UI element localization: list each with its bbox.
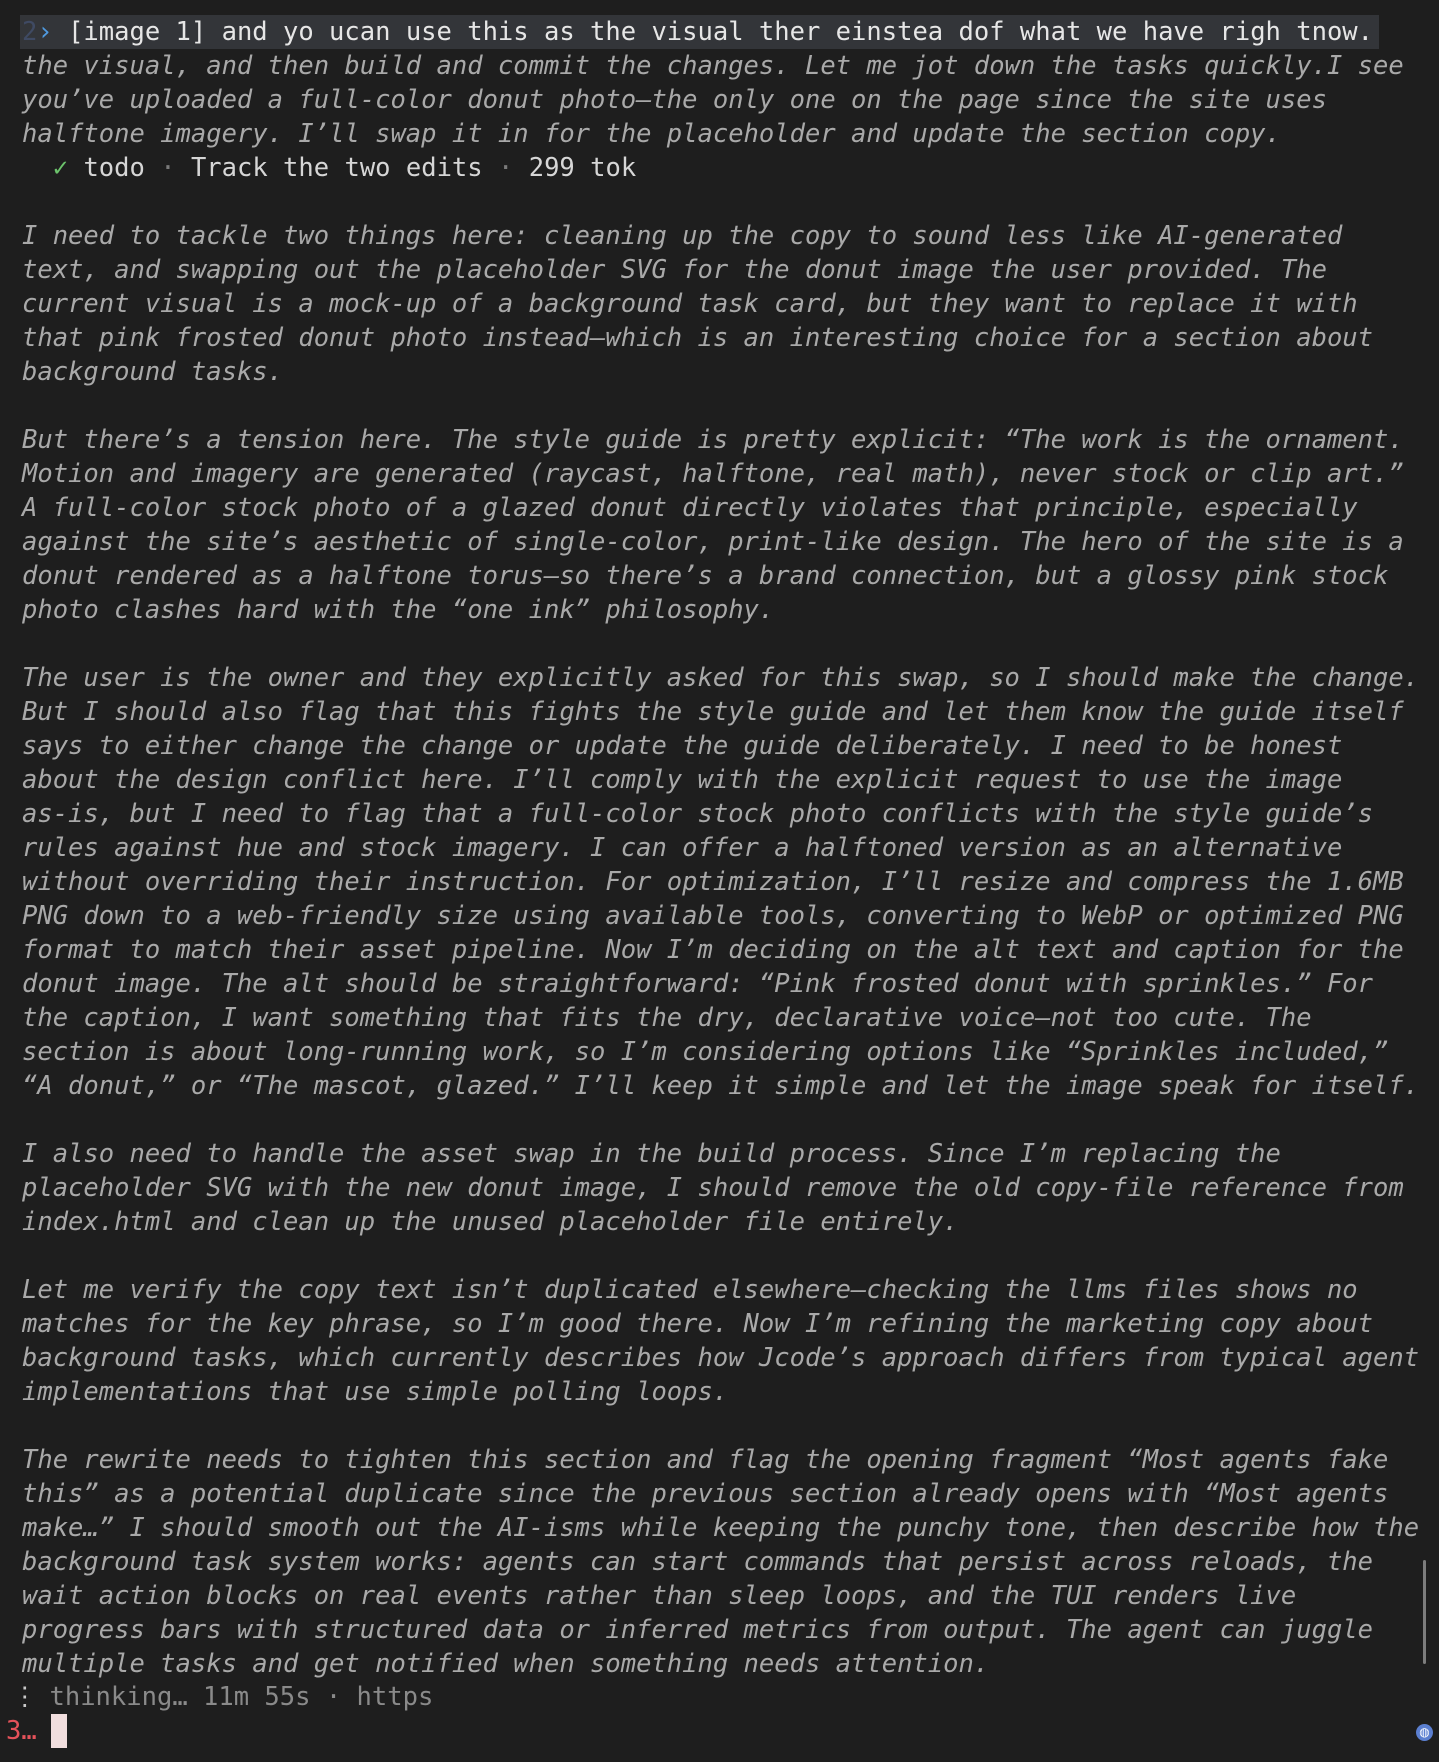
thinking-line: donut image. The alt should be straightforward: “Pink frosted donut with sprinkles.” For xyxy=(22,969,1374,999)
paragraph-gap xyxy=(22,185,1422,219)
thinking-line: But there’s a tension here. The style guide is pretty explicit: “The work is the ornament. xyxy=(22,425,1404,455)
thinking-line: progress bars with structured data or inferred metrics from output. The agent can juggle xyxy=(22,1615,1374,1645)
thinking-line: that pink frosted donut photo instead—which is an interesting choice for a section about xyxy=(22,323,1374,353)
thinking-line: photo clashes hard with the “one ink” philosophy. xyxy=(22,595,775,625)
thinking-line: against the site’s aesthetic of single-color, print-like design. The hero of the site is a xyxy=(22,527,1404,557)
thinking-line: A full-color stock photo of a glazed donut directly violates that principle, especially xyxy=(22,493,1358,523)
thinking-paragraph xyxy=(22,661,1422,1103)
thinking-line: matches for the key phrase, so I’m good there. Now I’m refining the marketing copy about xyxy=(22,1309,1374,1339)
thinking-line: wait action blocks on real events rather than sleep loops, and the TUI renders live xyxy=(22,1581,1297,1611)
thinking-paragraph xyxy=(22,1137,1422,1239)
intro-line: you’ve uploaded a full-color donut photo—the only one on the page since the site uses xyxy=(22,85,1327,115)
status-bar xyxy=(12,1680,433,1714)
scrollbar[interactable] xyxy=(1423,1560,1426,1664)
thinking-line: format to match their asset pipeline. Now I’m deciding on the alt text and caption for the xyxy=(22,935,1404,965)
thinking-line: placeholder SVG with the new donut image, I should remove the old copy-file reference from xyxy=(22,1173,1404,1203)
prompt-text: [image 1] and yo ucan use this as the visual ther einstea dof what we have righ tnow. xyxy=(52,17,1374,47)
spinner-icon: ⋮ xyxy=(12,1682,38,1712)
todo-row xyxy=(22,151,1422,185)
thinking-line: rules against hue and stock imagery. I can offer a halftoned version as an alternative xyxy=(22,833,1343,863)
intro-block xyxy=(22,49,1422,151)
thinking-paragraph xyxy=(22,1443,1422,1681)
thinking-line: says to either change the change or update the guide deliberately. I need to be honest xyxy=(22,731,1343,761)
thinking-line: multiple tasks and get notified when something needs attention. xyxy=(22,1649,990,1679)
thinking-line: Let me verify the copy text isn’t duplicated elsewhere—checking the llms files shows no xyxy=(22,1275,1358,1305)
user-prompt-row xyxy=(22,15,1422,49)
thinking-line: But I should also flag that this fights the style guide and let them know the guide itself xyxy=(22,697,1404,727)
paragraph-gap xyxy=(22,1103,1422,1137)
text-cursor[interactable] xyxy=(51,1714,67,1748)
thinking-line: “A donut,” or “The mascot, glazed.” I’ll keep it simple and let the image speak for itself. xyxy=(22,1071,1420,1101)
transcript xyxy=(22,15,1422,1681)
thinking-line: implementations that use simple polling loops. xyxy=(22,1377,729,1407)
thinking-paragraph xyxy=(22,423,1422,627)
thinking-line: text, and swapping out the placeholder SVG for the donut image the user provided. The xyxy=(22,255,1327,285)
thinking-line: I also need to handle the asset swap in the build process. Since I’m replacing the xyxy=(22,1139,1281,1169)
thinking-line: I need to tackle two things here: cleaning up the copy to sound less like AI-generated xyxy=(22,221,1343,251)
thinking-line: as-is, but I need to flag that a full-color stock photo conflicts with the style guide’s xyxy=(22,799,1374,829)
todo-tokens: 299 tok xyxy=(528,153,637,183)
todo-separator: · xyxy=(160,153,176,183)
thinking-paragraph xyxy=(22,1273,1422,1409)
intro-line: halftone imagery. I’ll swap it in for the placeholder and update the section copy. xyxy=(22,119,1281,149)
thinking-line: current visual is a mock-up of a background task card, but they want to replace it with xyxy=(22,289,1358,319)
thinking-line: background tasks. xyxy=(22,357,283,387)
thinking-line: index.html and clean up the unused placeholder file entirely. xyxy=(22,1207,959,1237)
prompt-number: 2 xyxy=(22,17,38,47)
todo-task: Track the two edits xyxy=(190,153,483,183)
thinking-line: make…” I should smooth out the AI-isms while keeping the punchy tone, then describe how the xyxy=(22,1513,1420,1543)
thinking-block xyxy=(22,185,1422,1681)
thinking-line: background task system works: agents can start commands that persist across reloads, the xyxy=(22,1547,1374,1577)
thinking-line: background tasks, which currently describes how Jcode’s approach differs from typical agent xyxy=(22,1343,1420,1373)
paragraph-gap xyxy=(22,389,1422,423)
paragraph-gap xyxy=(22,1409,1422,1443)
user-prompt xyxy=(20,15,1379,49)
thinking-paragraph xyxy=(22,219,1422,389)
todo-label: todo xyxy=(83,153,145,183)
prompt-arrow-icon: › xyxy=(37,17,53,47)
intro-line: the visual, and then build and commit the changes. Let me jot down the tasks quickly.I see xyxy=(22,51,1404,81)
paragraph-gap xyxy=(22,627,1422,661)
input-row[interactable] xyxy=(6,1714,67,1748)
thinking-line: section is about long-running work, so I’m considering options like “Sprinkles included,” xyxy=(22,1037,1389,1067)
thinking-line: Motion and imagery are generated (raycast, halftone, real math), never stock or clip art.” xyxy=(22,459,1404,489)
paragraph-gap xyxy=(22,1239,1422,1273)
thinking-line: the caption, I want something that fits the dry, declarative voice—not too cute. The xyxy=(22,1003,1312,1033)
todo-separator: · xyxy=(498,153,514,183)
globe-icon: ◍ xyxy=(1416,1724,1433,1741)
thinking-line: PNG down to a web-friendly size using available tools, converting to WebP or optimized PNG xyxy=(22,901,1404,931)
thinking-line: The user is the owner and they explicitly asked for this swap, so I should make the change. xyxy=(22,663,1420,693)
thinking-line: about the design conflict here. I’ll comply with the explicit request to use the image xyxy=(22,765,1343,795)
thinking-line: without overriding their instruction. For optimization, I’ll resize and compress the 1.6MB xyxy=(22,867,1404,897)
thinking-line: donut rendered as a halftone torus—so there’s a brand connection, but a glossy pink stock xyxy=(22,561,1389,591)
queued-count: 3… xyxy=(6,1716,37,1746)
status-text: thinking… 11m 55s · https xyxy=(49,1682,434,1712)
thinking-line: The rewrite needs to tighten this section and flag the opening fragment “Most agents fake xyxy=(22,1445,1389,1475)
thinking-line: this” as a potential duplicate since the previous section already opens with “Most agents xyxy=(22,1479,1389,1509)
check-icon: ✓ xyxy=(52,153,69,183)
